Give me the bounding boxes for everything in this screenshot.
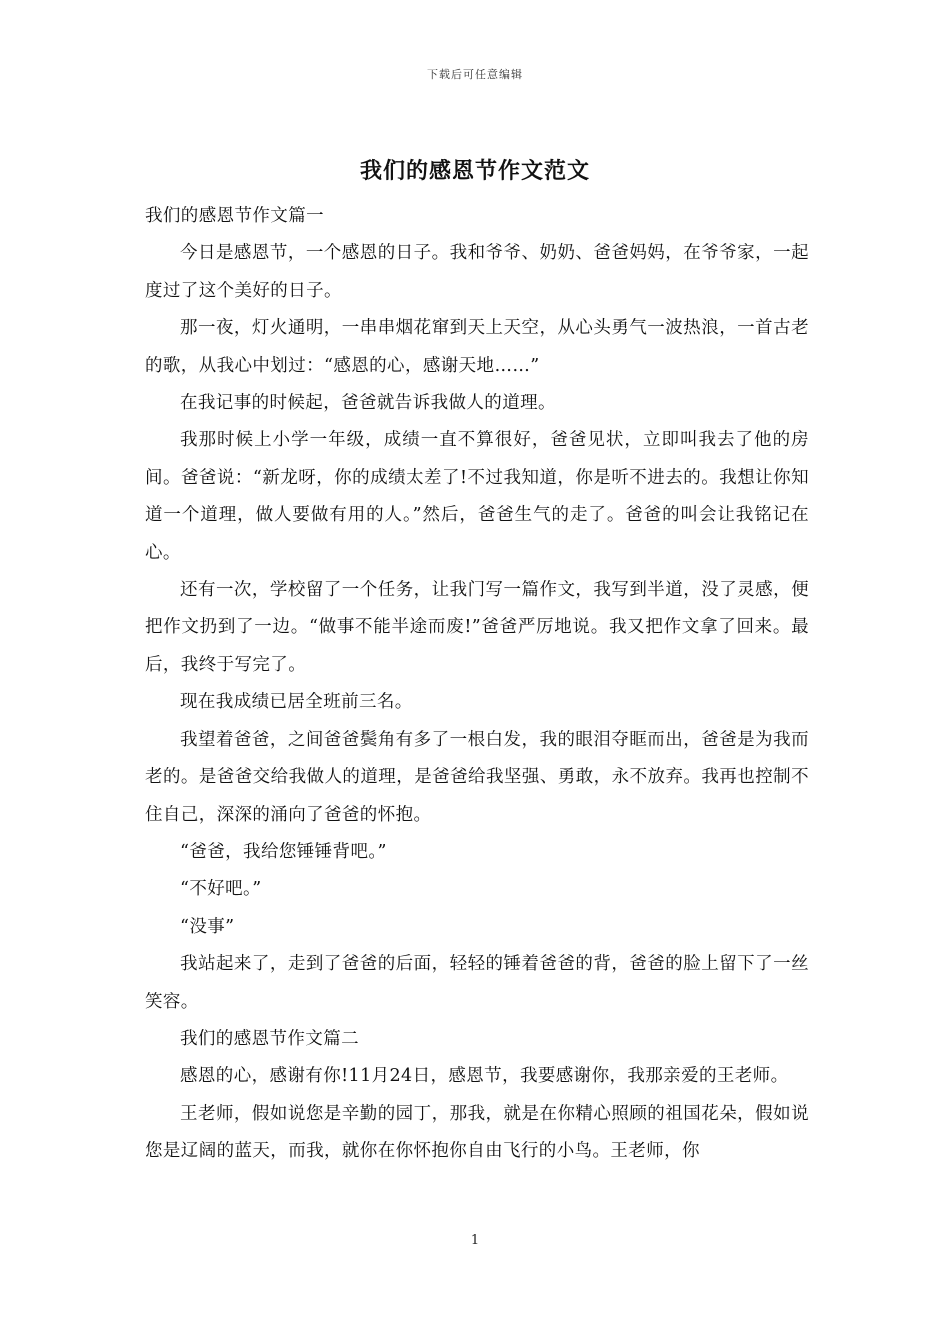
paragraph: 感恩的心，感谢有你!11月24日，感恩节，我要感谢你，我那亲爱的王老师。	[180, 1066, 789, 1087]
paragraph: 我站起来了，走到了爸爸的后面，轻轻的锤着爸爸的背，爸爸的脸上留下了一丝笑容。	[145, 954, 809, 1012]
paragraph: 在我记事的时候起，爸爸就告诉我做人的道理。	[180, 393, 556, 414]
section-heading: 我们的感恩节作文篇二	[180, 1028, 359, 1049]
paragraph: 那一夜，灯火通明，一串串烟花窜到天上天空，从心头勇气一波热浪，一首古老的歌，从我心中划过：“感恩的心，感谢天地……”	[145, 318, 809, 376]
paragraph: 现在我成绩已居全班前三名。	[180, 692, 413, 713]
paragraph: 我望着爸爸，之间爸爸鬓角有多了一根白发，我的眼泪夺眶而出，爸爸是为我而老的。是爸爸交给我做人的道理，是爸爸给我坚强、勇敢，永不放弃。我再也控制不住自己，深深的涌向了爸爸的怀抱。	[145, 729, 809, 825]
paragraph: 我那时候上小学一年级，成绩一直不算很好，爸爸见状，立即叫我去了他的房间。爸爸说：“新龙呀，你的成绩太差了!不过我知道，你是听不进去的。我想让你知道一个道理，做人要做有用的人。”然后，爸爸生气的走了。爸爸的叫会让我铭记在心。	[145, 430, 809, 563]
section-heading: 我们的感恩节作文篇一	[145, 206, 324, 226]
dialogue-line: “不好吧。”	[180, 879, 262, 900]
document-title: 我们的感恩节作文范文	[359, 158, 590, 184]
page-number: 1	[470, 1233, 480, 1248]
paragraph: 王老师，假如说您是辛勤的园丁，那我，就是在你精心照顾的祖国花朵，假如说您是辽阔的蓝天，而我，就你在你怀抱你自由飞行的小鸟。王老师，你	[145, 1103, 809, 1162]
paragraph: 今日是感恩节，一个感恩的日子。我和爷爷、奶奶、爸爸妈妈，在爷爷家，一起度过了这个美好的日子。	[145, 243, 809, 301]
paragraph: 还有一次，学校留了一个任务，让我门写一篇作文，我写到半道，没了灵感，便把作文扔到了一边。“做事不能半途而废!”爸爸严厉地说。我又把作文拿了回来。最后，我终于写完了。	[145, 580, 809, 675]
document-body	[145, 198, 809, 1171]
header-note: 下载后可任意编辑	[427, 68, 523, 81]
dialogue-line: “没事”	[180, 916, 235, 937]
dialogue-line: “爸爸，我给您锤锤背吧。”	[180, 841, 387, 862]
